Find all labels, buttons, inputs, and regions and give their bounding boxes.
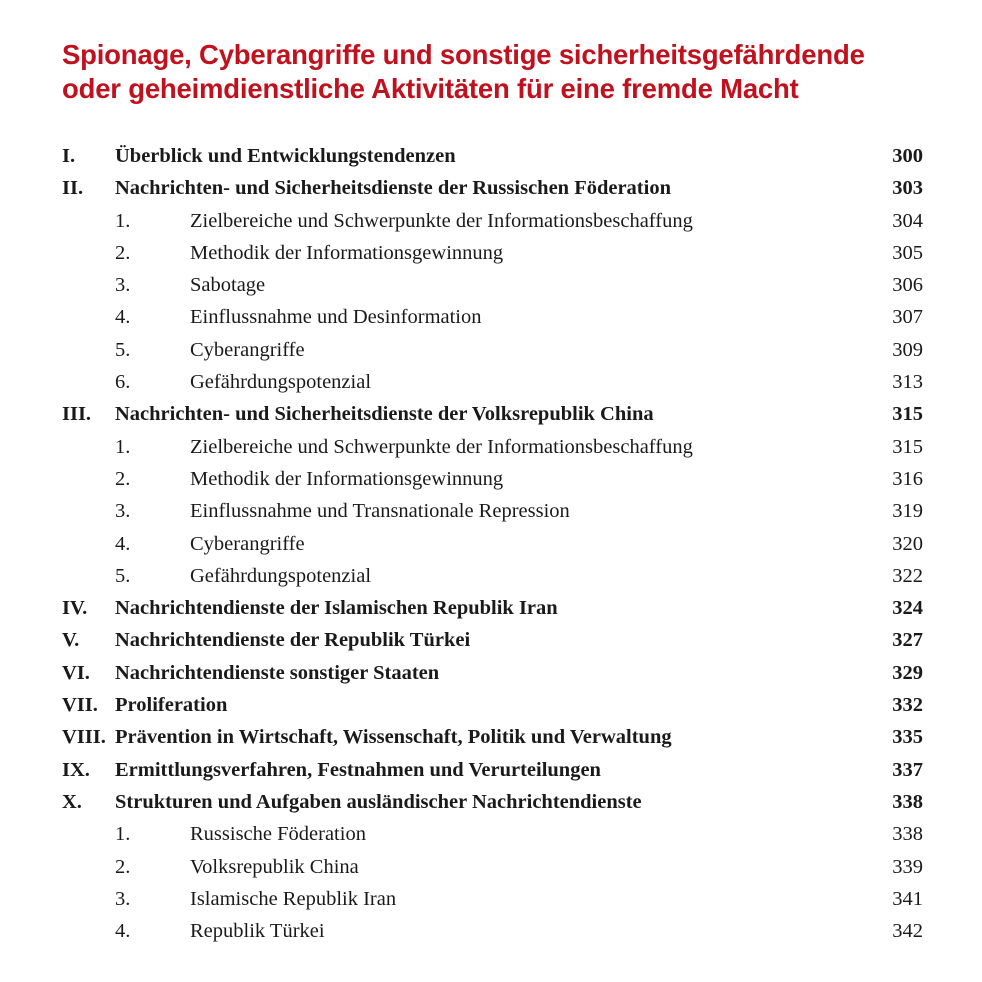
toc-page-number: 322: [892, 564, 923, 587]
toc-number: VI.: [62, 661, 90, 684]
toc-number: I.: [62, 145, 76, 167]
toc-page-number: 337: [892, 758, 923, 781]
toc-entry-title: Cyberangriffe: [190, 532, 305, 555]
toc-page-number: 315: [892, 435, 923, 458]
toc-number: VII.: [62, 694, 98, 717]
toc-page-number: 327: [892, 629, 923, 652]
toc-page-number: 309: [892, 338, 923, 361]
toc-chapter-row: [0, 592, 982, 624]
toc-page-number: 335: [892, 726, 923, 749]
toc-number: 5.: [115, 564, 131, 587]
toc-section-row: [0, 463, 982, 495]
toc-number: 3.: [115, 274, 131, 297]
toc-chapter-row: [0, 754, 982, 786]
toc-section-row: [0, 560, 982, 592]
toc-number: 3.: [115, 887, 131, 910]
toc-page-number: 307: [892, 306, 923, 329]
toc-number: 2.: [115, 855, 131, 878]
toc-entry-title: Nachrichtendienste der Islamischen Republik Iran: [115, 597, 558, 620]
toc-section-row: [0, 366, 982, 398]
toc-entry-title: Methodik der Informationsgewinnung: [190, 241, 504, 264]
toc-entry-title: Methodik der Informationsgewinnung: [190, 467, 504, 490]
toc-number: 3.: [115, 500, 131, 523]
toc-number: 2.: [115, 241, 131, 264]
toc-page-number: 332: [892, 694, 923, 717]
toc-page-number: 338: [892, 823, 923, 846]
toc-number: 6.: [115, 371, 131, 394]
title-line-1: Spionage, Cyberangriffe und sonstige sicherheitsgefährdende: [62, 39, 865, 70]
toc-entry-title: Zielbereiche und Schwerpunkte der Informationsbeschaffung: [190, 209, 693, 232]
toc-number: IV.: [62, 597, 88, 620]
toc-page-number: 320: [892, 532, 923, 555]
toc-number: 5.: [115, 338, 131, 361]
toc-page-number: 324: [892, 597, 923, 620]
toc-section-row: [0, 915, 982, 947]
toc-section-row: [0, 334, 982, 366]
toc-number: 2.: [115, 467, 131, 490]
toc-chapter-row: [0, 140, 982, 172]
toc-section-row: [0, 883, 982, 915]
toc-entry-title: Sabotage: [190, 274, 266, 297]
toc-page-number: 329: [892, 661, 923, 684]
toc-section-row: [0, 269, 982, 301]
toc-number: II.: [62, 177, 84, 200]
toc-entry-title: Nachrichten- und Sicherheitsdienste der Russischen Föderation: [115, 177, 671, 200]
toc-page-number: 316: [892, 467, 923, 490]
toc-page-number: 303: [892, 177, 923, 200]
toc-page-number: 313: [892, 371, 923, 394]
toc-number: VIII.: [62, 726, 106, 749]
page-title: [62, 38, 942, 106]
toc-entry-title: Einflussnahme und Desinformation: [190, 306, 482, 329]
toc-entry-title: Proliferation: [115, 694, 228, 717]
toc-page-number: 338: [892, 790, 923, 813]
toc-page-number: 300: [892, 145, 923, 167]
toc-entry-title: Strukturen und Aufgaben ausländischer Nachrichtendienste: [115, 790, 642, 813]
toc-number: X.: [62, 790, 82, 813]
toc-chapter-row: [0, 689, 982, 721]
toc-page-number: 306: [892, 274, 923, 297]
toc-entry-title: Russische Föderation: [190, 823, 366, 846]
toc-entry-title: Überblick und Entwicklungstendenzen: [115, 145, 456, 167]
toc-page-number: 315: [892, 403, 923, 426]
toc-entry-title: Zielbereiche und Schwerpunkte der Informationsbeschaffung: [190, 435, 693, 458]
toc-number: IX.: [62, 758, 90, 781]
toc-entry-title: Gefährdungspotenzial: [190, 371, 372, 394]
toc-entry-title: Nachrichtendienste der Republik Türkei: [115, 629, 471, 652]
toc-entry-title: Cyberangriffe: [190, 338, 305, 361]
toc-number: III.: [62, 403, 92, 426]
toc-entry-title: Gefährdungspotenzial: [190, 564, 372, 587]
title-line-2: oder geheimdienstliche Aktivitäten für eine fremde Macht: [62, 73, 799, 104]
toc-page-number: 341: [892, 887, 923, 910]
toc-section-row: [0, 851, 982, 883]
toc-chapter-row: [0, 398, 982, 430]
toc-number: 1.: [115, 435, 131, 458]
toc-entry-title: Volksrepublik China: [190, 855, 359, 878]
toc-page-number: 304: [892, 209, 923, 232]
toc-chapter-row: [0, 657, 982, 689]
toc-number: 4.: [115, 306, 131, 329]
toc-number: 1.: [115, 823, 131, 846]
table-of-contents: [0, 140, 982, 947]
toc-chapter-row: [0, 721, 982, 753]
toc-chapter-row: [0, 172, 982, 204]
toc-entry-title: Nachrichten- und Sicherheitsdienste der Volksrepublik China: [115, 403, 654, 426]
toc-page-number: 339: [892, 855, 923, 878]
toc-entry-title: Einflussnahme und Transnationale Repression: [190, 500, 570, 523]
toc-entry-title: Nachrichtendienste sonstiger Staaten: [115, 661, 440, 684]
toc-number: 4.: [115, 920, 131, 943]
toc-section-row: [0, 205, 982, 237]
toc-number: 1.: [115, 209, 131, 232]
toc-section-row: [0, 301, 982, 333]
toc-page-number: 319: [892, 500, 923, 523]
toc-section-row: [0, 528, 982, 560]
toc-entry-title: Republik Türkei: [190, 920, 325, 943]
toc-section-row: [0, 495, 982, 527]
toc-section-row: [0, 818, 982, 850]
toc-page-number: 342: [892, 920, 923, 943]
toc-entry-title: Prävention in Wirtschaft, Wissenschaft, Politik und Verwaltung: [115, 726, 672, 749]
toc-entry-title: Ermittlungsverfahren, Festnahmen und Verurteilungen: [115, 758, 601, 781]
toc-number: V.: [62, 629, 80, 652]
toc-chapter-row: [0, 786, 982, 818]
toc-section-row: [0, 431, 982, 463]
toc-page-number: 305: [892, 241, 923, 264]
toc-chapter-row: [0, 624, 982, 656]
toc-section-row: [0, 237, 982, 269]
toc-entry-title: Islamische Republik Iran: [190, 887, 397, 910]
toc-number: 4.: [115, 532, 131, 555]
